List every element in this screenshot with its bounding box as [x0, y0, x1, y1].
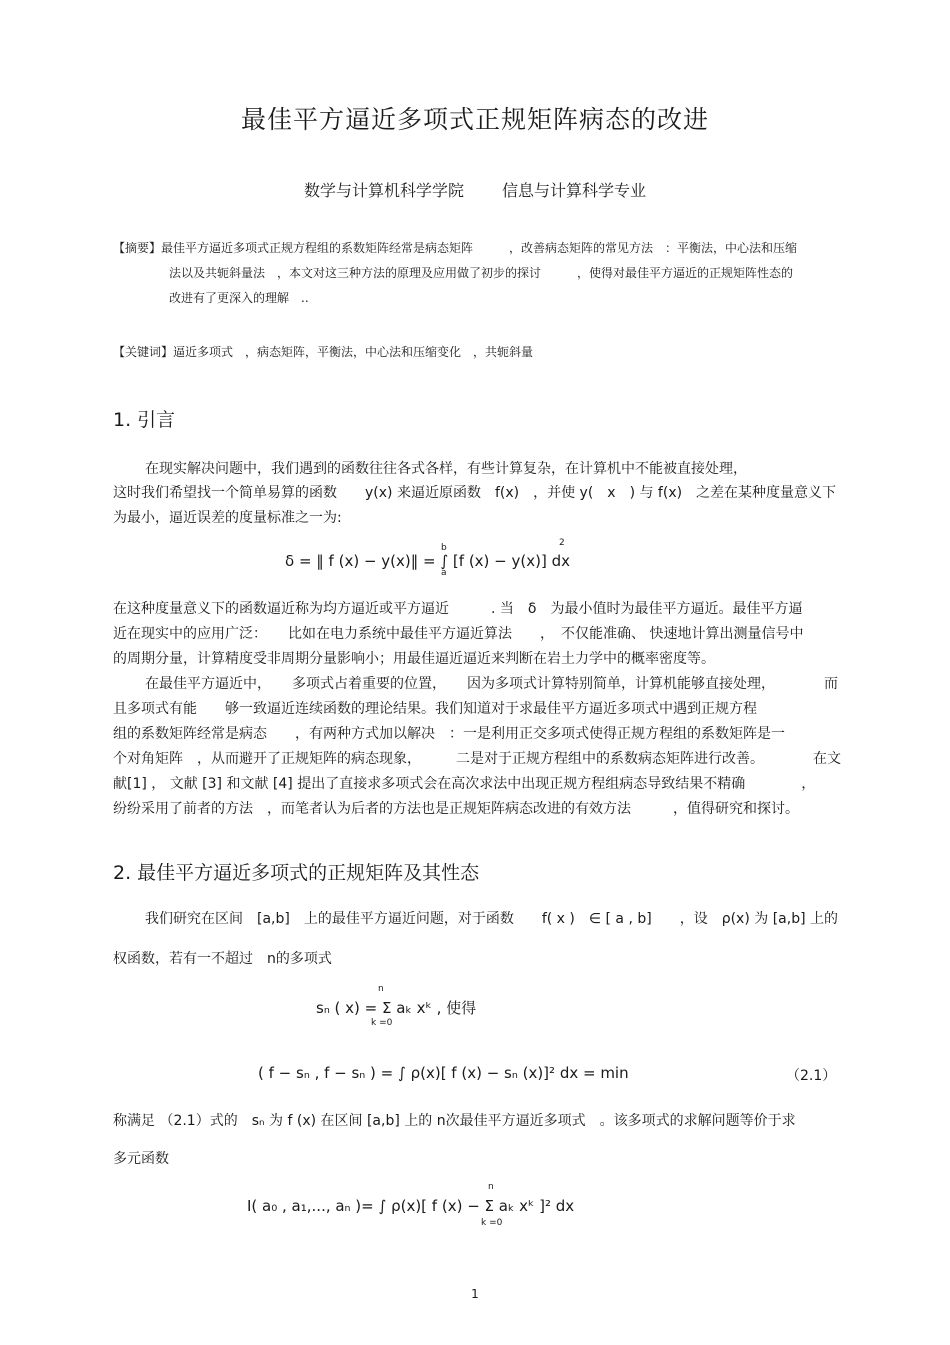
- s1-p1-line-1: 在现实解决问题中，我们遇到的函数往往各式各样，有些计算复杂，在计算机中不能被直接处理，: [145, 461, 747, 477]
- s1-p1-line-2: 这时我们希望找一个简单易算的函数 y(x) 来逼近原函数 f(x) ，并使 y( x ) 与 f(x) 之差在某种度量意义下: [113, 485, 837, 501]
- s1-p3-line-4: 个对角矩阵 ，从而避开了正规矩阵的病态现象， 二是对于正规方程组中的系数病态矩阵进行改善。 在文: [113, 751, 841, 767]
- s1-p2-line-1: 在这种度量意义下的函数逼近称为均方逼近或平方逼近 . 当 δ 为最小值时为最佳平方逼近。最佳平方逼: [113, 601, 803, 617]
- eq1-exponent: 2: [559, 538, 565, 548]
- s1-p3-line-2: 且多项式有能 够一致逼近连续函数的理论结果。我们知道对于求最佳平方逼近多项式中遇到正规方程: [113, 701, 757, 717]
- s2-p1-line-1: 我们研究在区间 [a,b] 上的最佳平方逼近问题，对于函数 f( x ) ∈ [ a , b] ，设 ρ(x) 为 [a,b] 上的: [145, 911, 838, 927]
- equation-sn: sₙ ( x) = Σ aₖ xᵏ , 使得: [316, 999, 477, 1017]
- s2-p2: 称满足 （2.1）式的 sₙ 为 f (x) 在区间 [a,b] 上的 n次最佳平方逼近多项式 。该多项式的求解问题等价于求: [113, 1113, 796, 1129]
- eq1-upper-limit: b: [441, 543, 447, 553]
- s2-p3: 多元函数: [113, 1151, 169, 1167]
- affiliation-major: 信息与计算科学专业: [502, 181, 647, 200]
- affiliation-school: 数学与计算机科学学院: [303, 181, 464, 200]
- equation-delta: δ = ‖ f (x) − y(x)‖ = ∫ [f (x) − y(x)] dx: [285, 552, 570, 570]
- section-1-heading: 1. 引言: [113, 409, 176, 431]
- eq2-sum-lower: k =0: [371, 1018, 393, 1028]
- page-number: 1: [471, 1287, 479, 1301]
- keywords: 【关键词】逼近多项式 ，病态矩阵，平衡法，中心法和压缩变化 ，共轭斜量: [113, 345, 534, 359]
- equation-2-1: ( f − sₙ , f − sₙ ) = ∫ ρ(x)[ f (x) − sₙ (x)]² dx = min: [258, 1064, 629, 1082]
- affiliation: [0, 178, 950, 201]
- section-2-heading: 2. 最佳平方逼近多项式的正规矩阵及其性态: [113, 862, 480, 884]
- eq4-sum-lower: k =0: [481, 1218, 503, 1228]
- s1-p2-line-3: 的周期分量，计算精度受非周期分量影响小；用最佳逼近逼近来判断在岩土力学中的概率密度等。: [113, 651, 715, 667]
- s1-p1-line-3: 为最小，逼近误差的度量标准之一为:: [113, 510, 342, 526]
- s1-p2-line-2: 近在现实中的应用广泛： 比如在电力系统中最佳平方逼近算法 ， 不仅能准确、 快速地计算出测量信号中: [113, 626, 804, 642]
- s1-p3-line-3: 组的系数矩阵经常是病态 ，有两种方式加以解决 ：一是利用正交多项式使得正规方程组的系数矩阵是一: [113, 726, 785, 742]
- eq4-sum-upper: n: [488, 1182, 494, 1192]
- equation-I: I( a₀ , a₁,..., aₙ )= ∫ ρ(x)[ f (x) − Σ aₖ xᵏ ]² dx: [247, 1197, 575, 1215]
- s1-p3-line-1: 在最佳平方逼近中， 多项式占着重要的位置， 因为多项式计算特别简单，计算机能够直接处理， 而: [145, 676, 838, 692]
- eq1-lower-limit: a: [441, 568, 447, 578]
- equation-2-1-label: （2.1）: [786, 1068, 837, 1084]
- abstract-line-2: 法以及共轭斜量法 ，本文对这三种方法的原理及应用做了初步的探讨 ，使得对最佳平方逼近的正规矩阵性态的: [169, 266, 794, 280]
- s1-p3-line-6: 纷纷采用了前者的方法 ，而笔者认为后者的方法也是正规矩阵病态改进的有效方法 ，值得研究和探讨。: [113, 801, 799, 817]
- s2-p1-line-2: 权函数，若有一不超过 n的多项式: [113, 951, 332, 967]
- s1-p3-line-5: 献[1] ， 文献 [3] 和文献 [4] 提出了直接求多项式会在高次求法中出现正规方程组病态导致结果不精确 ，: [113, 776, 816, 792]
- abstract-line-1: 【摘要】最佳平方逼近多项式正规方程组的系数矩阵经常是病态矩阵 ，改善病态矩阵的常见方法 ：平衡法，中心法和压缩: [113, 241, 798, 255]
- paper-title: 最佳平方逼近多项式正规矩阵病态的改进: [240, 105, 709, 134]
- abstract-line-3: 改进有了更深入的理解 ..: [169, 291, 309, 305]
- eq2-sum-upper: n: [378, 984, 384, 994]
